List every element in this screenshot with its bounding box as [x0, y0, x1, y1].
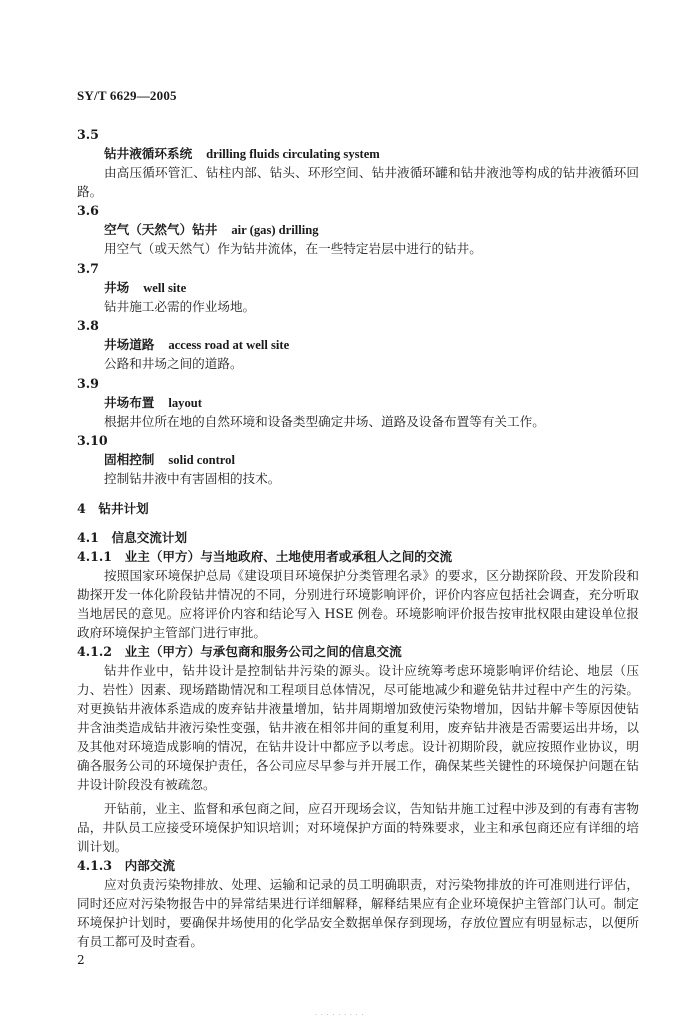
term-zh: 井场道路: [104, 337, 155, 352]
clause-number: 3.8: [77, 318, 99, 333]
paragraph-line: 有员工都可及时查看。: [77, 934, 203, 949]
term-en: well site: [143, 281, 187, 295]
paragraph-line: 勘探开发一体化阶段钻井情况的不同，分别进行环境影响评价，评价内容应包括社会调查，充分听取: [77, 587, 639, 602]
paragraph-line: 当地居民的意见。应将评价内容和结论写入 HSE 例卷。环境影响评价报告按审批权限由建设单位报: [77, 606, 639, 621]
clause-number: 3.9: [77, 376, 99, 391]
term-zh: 钻井液循环系统: [104, 146, 193, 161]
term-heading: [104, 394, 202, 412]
clause-number: 3.7: [77, 261, 99, 276]
subsection-title: 4.1.1 业主（甲方）与当地政府、土地使用者或承租人之间的交流: [77, 549, 453, 564]
section-title: 4 钻井计划: [77, 501, 149, 516]
paragraph-line: 同时还应对污染物报告中的异常结果进行详细解释，解释结果应有企业环境保护主管部门认可。制定: [77, 896, 639, 911]
page-number: 2: [77, 953, 85, 967]
paragraph-line: 环境保护计划时，要确保井场使用的化学品安全数据单保存到现场，存放位置应有明显标志，以便所: [77, 915, 639, 930]
paragraph-line: 力、岩性）因素、现场踏勘情况和工程项目总体情况，尽可能地减少和避免钻井过程中产生的污染。: [77, 682, 639, 697]
paragraph-line: 按照国家环境保护总局《建设项目环境保护分类管理名录》的要求，区分勘探阶段、开发阶段和: [104, 568, 639, 583]
term-heading: [104, 336, 289, 354]
paragraph-line: 井设计阶段没有被疏忽。: [77, 777, 216, 792]
definition-line: 钻井施工必需的作业场地。: [104, 299, 256, 314]
definition-line: 由高压循环管汇、钻柱内部、钻头、环形空间、钻井液循环罐和钻井液池等构成的钻井液循环回: [104, 165, 639, 180]
term-en: solid control: [168, 453, 235, 467]
term-heading: [104, 221, 319, 239]
term-en: drilling fluids circulating system: [206, 147, 380, 161]
subsection-title: 4.1 信息交流计划: [77, 530, 188, 545]
term-en: layout: [168, 396, 202, 410]
definition-line: 路。: [77, 184, 103, 199]
paragraph-line: 井含油类造成钻井液污染性变强，钻井液在相邻井间的重复利用，废弃钻井液是否需要运出井场，以: [77, 720, 639, 735]
clause-number: 3.10: [77, 433, 108, 448]
standard-code-header: SY/T 6629—2005: [77, 88, 177, 103]
definition-line: 公路和井场之间的道路。: [104, 356, 243, 371]
paragraph-line: 政府环境保护主管部门进行审批。: [77, 625, 266, 640]
paragraph-line: 钻井作业中，钻井设计是控制钻井污染的源头。设计应统筹考虑环境影响评价结论、地层（压: [104, 663, 639, 678]
term-heading: [104, 451, 235, 469]
paragraph-line: 确各服务公司的环境保护责任，各公司应尽早参与并开展工作，确保某些关键性的环境保护问题在钻: [77, 758, 639, 773]
term-heading: [104, 145, 380, 163]
term-zh: 固相控制: [104, 452, 155, 467]
clause-number: 3.6: [77, 203, 99, 218]
term-zh: 空气（天然气）钻井: [104, 222, 218, 237]
term-heading: [104, 279, 186, 297]
subsection-title: 4.1.2 业主（甲方）与承包商和服务公司之间的信息交流: [77, 644, 402, 659]
definition-line: 控制钻井液中有害固相的技术。: [104, 471, 281, 486]
subsection-title: 4.1.3 内部交流: [77, 858, 176, 873]
term-en: access road at well site: [168, 338, 290, 352]
term-zh: 井场布置: [104, 395, 155, 410]
scan-artifact: · · · · · · · · ·: [315, 1012, 365, 1019]
paragraph-line: 训计划。: [77, 839, 128, 854]
definition-line: 用空气（或天然气）作为钻井流体，在一些特定岩层中进行的钻井。: [104, 241, 482, 256]
paragraph-line: 开钻前，业主、监督和承包商之间，应召开现场会议，告知钻井施工过程中涉及到的有毒有害物: [104, 801, 639, 816]
paragraph-line: 及其他对环境造成影响的情况，在钻井设计中都应予以考虑。设计初期阶段，就应按照作业协议，明: [77, 739, 639, 754]
clause-number: 3.5: [77, 127, 99, 142]
term-zh: 井场: [104, 280, 130, 295]
paragraph-line: 对更换钻井液体系造成的废弃钻井液量增加，钻井周期增加致使污染物增加，因钻井解卡等原因使钻: [77, 701, 639, 716]
paragraph-line: 品，井队员工应接受环境保护知识培训；对环境保护方面的特殊要求，业主和承包商还应有详细的培: [77, 820, 639, 835]
definition-line: 根据井位所在地的自然环境和设备类型确定井场、道路及设备布置等有关工作。: [104, 414, 545, 429]
term-en: air (gas) drilling: [231, 223, 319, 237]
paragraph-line: 应对负责污染物排放、处理、运输和记录的员工明确职责，对污染物排放的许可准则进行评估，: [104, 877, 639, 892]
